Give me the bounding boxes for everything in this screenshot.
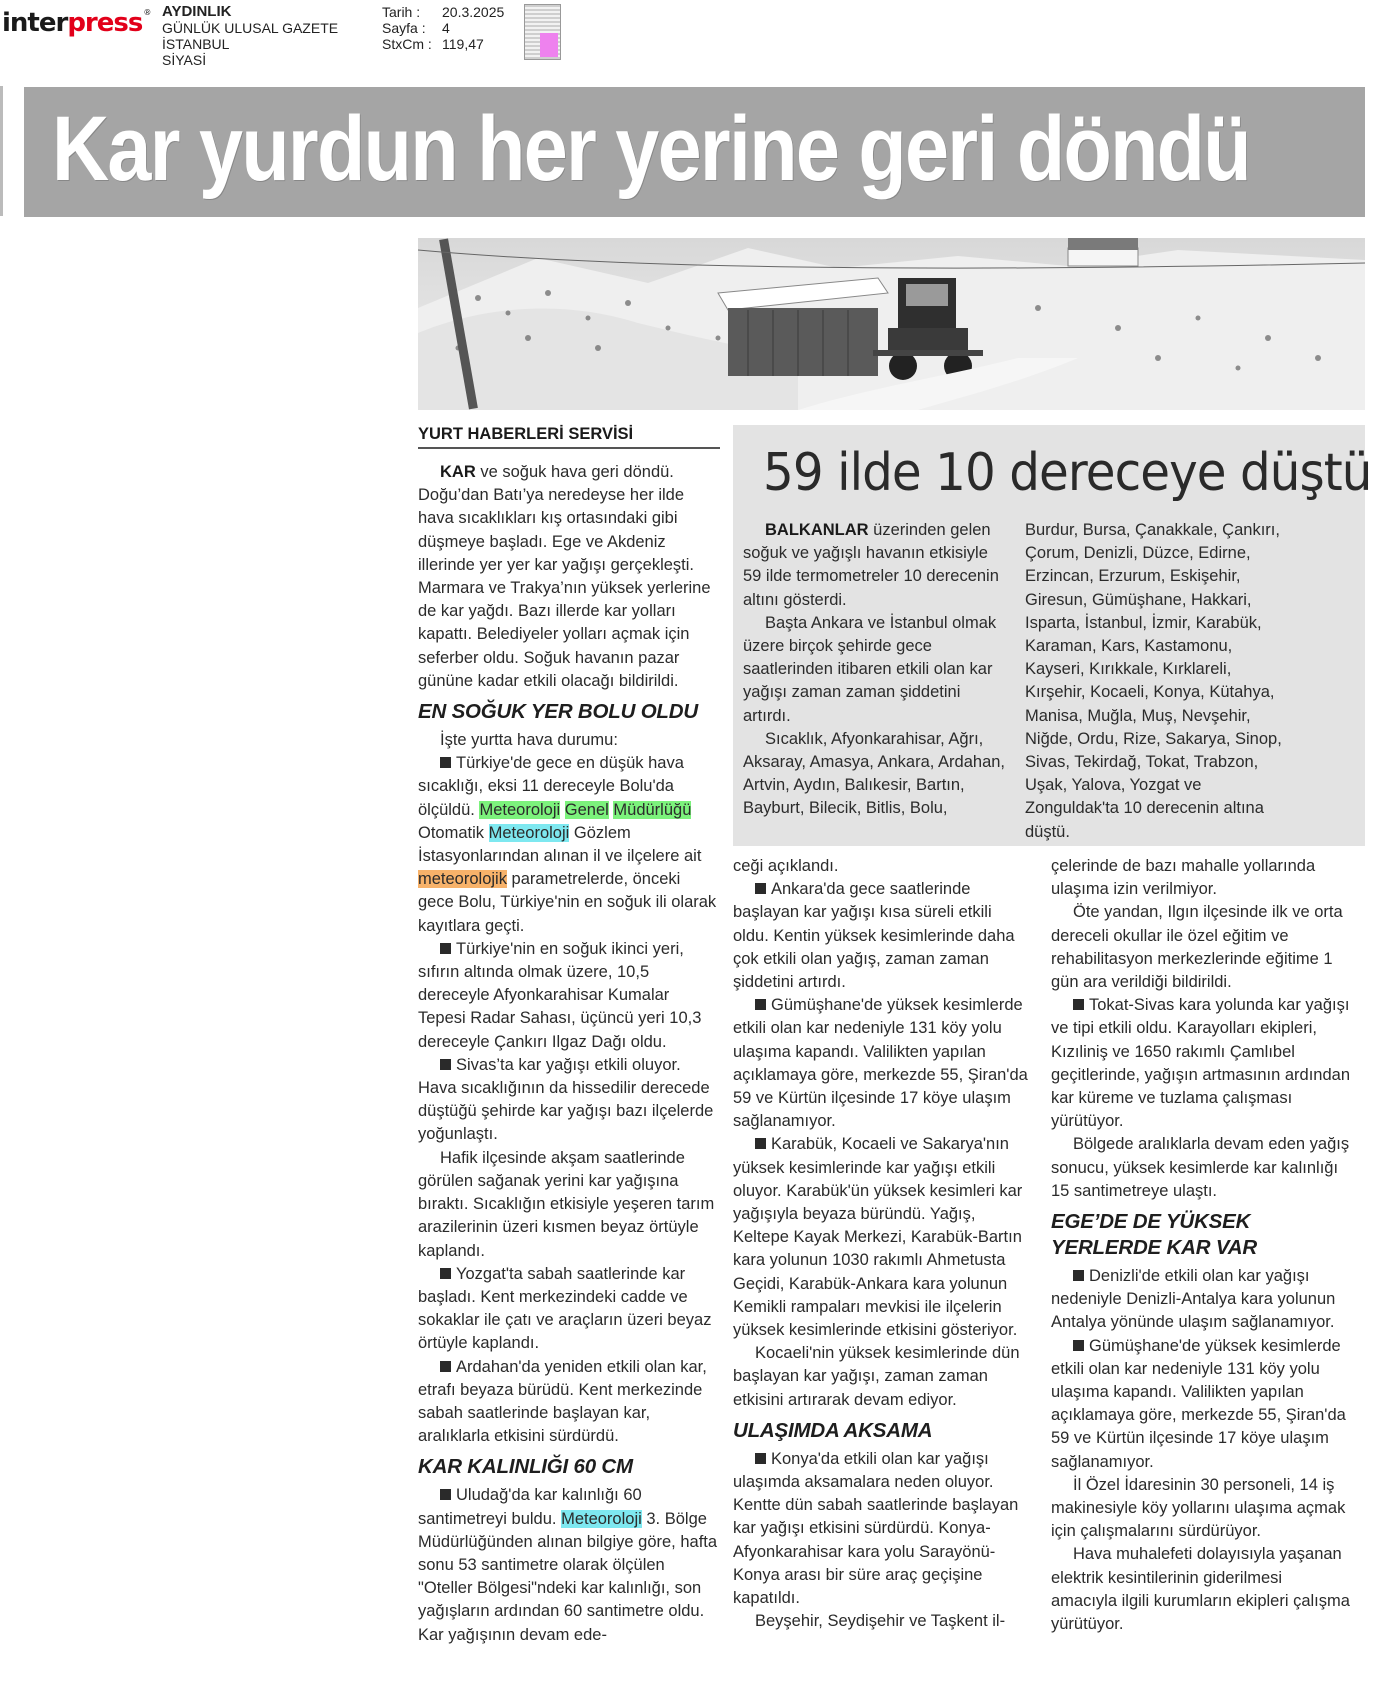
highlight-meteoroloji-3: Meteoroloji	[561, 1509, 642, 1528]
paragraph-tokat	[1051, 994, 1351, 1133]
paragraph-ankara	[733, 878, 1028, 994]
subheading-bolu: EN SOĞUK YER BOLU OLDU	[418, 700, 698, 724]
paragraph-bolu	[418, 752, 720, 938]
bullet-square-icon	[1073, 1340, 1084, 1351]
publication-name: AYDINLIK	[162, 3, 232, 20]
paragraph-uludag	[418, 1484, 720, 1646]
paragraph-provincial-admin: İl Özel İdaresinin 30 personeli, 14 iş makinesiyle köy yollarını ulaşıma açmak için çalışmalarını sürdürüyor.	[1051, 1475, 1346, 1541]
stxcm-value: 119,47	[442, 36, 484, 52]
intro-text: ve soğuk hava geri döndü. Doğu’dan Batı’ya neredeyse her ilde hava sıcaklıkları kış ortasındaki gibi düşmeye başladı. Ege ve Akdeniz illerinde yer yer kar yağışı gerçekleşti. Marmara ve Trakya’nın yüksek yerlerine de kar yağdı. Bazı illerde kar yolları kapattı. Belediyeler yolları açmak için seferber oldu. Soğuk havanın pazar gününe kadar etkili olacağı bildirildi.	[418, 463, 711, 690]
registered-mark: ®	[143, 8, 151, 17]
bullet-square-icon	[755, 1453, 766, 1464]
highlight-genel: Genel	[564, 800, 609, 819]
paragraph-sivas	[418, 1054, 720, 1147]
page-value: 4	[442, 20, 450, 36]
page-thumbnail	[524, 4, 561, 60]
text-span: Otomatik	[418, 823, 489, 842]
text-span: Gözlem İstasyonlarından alınan il ve ilçelere ait	[418, 823, 702, 866]
paragraph-hafik: Hafik ilçesinde akşam saatlerinde görülen sağanak yerini kar yağışına bıraktı. Sıcaklığın etkisiyle yeşeren tarım arazilerinin üzeri kısmen beyaz örtüyle kaplandı.	[418, 1148, 715, 1260]
bullet-square-icon	[1073, 1270, 1084, 1281]
box-paragraph-3: Sıcaklık, Afyonkarahisar, Ağrı, Aksaray, Amasya, Ankara, Ardahan, Artvin, Aydın, Balıkesir, Bartın, Bayburt, Bilecik, Bitlis, Bolu,	[743, 729, 1006, 818]
text-span: Ardahan'da yeniden etkili olan kar, etrafı beyaza bürüdü. Kent merkezinde sabah saatlerinde başlayan kar, aralıklarla etkisini sürdürdü.	[418, 1357, 707, 1446]
publication-category: SİYASİ	[162, 52, 207, 68]
clip-stats	[382, 4, 504, 52]
paragraph-gumushane	[733, 994, 1028, 1133]
highlight-meteorolojik: meteorolojik	[418, 870, 507, 889]
margin-rule	[0, 86, 3, 216]
clip-meta	[162, 4, 338, 68]
text-span: Ankara'da gece saatlerinde başlayan kar yağışı kısa süreli etkili oldu. Kentin yüksek kesimlerinde daha çok etkili olan yağış, zaman zaman şiddetini artırdı.	[733, 880, 1015, 992]
stxcm-label: StxCm :	[382, 36, 432, 52]
text-span: Karabük, Kocaeli ve Sakarya'nın yüksek kesimlerinde kar yağışı etkili oluyor. Karabük'ün yüksek kesimleri kar yağışıyla beyaza büründü. Yağış, Keltepe Kayak Merkezi, Karabük-Bartın kara yolunun 1030 rakımlı Ahmetusta Geçidi, Karabük-Ankara kara yolunun Kemikli rampaları mevkisi ile ilçelerin yüksek kesimlerinde etkisini gösteriyor.	[733, 1135, 1023, 1340]
byline: YURT HABERLERİ SERVİSİ	[418, 425, 720, 449]
bullet-square-icon	[755, 883, 766, 894]
bullet-square-icon	[440, 1268, 451, 1279]
highlight-meteoroloji-2: Meteoroloji	[488, 823, 570, 842]
text-span: Sivas’ta kar yağışı etkili oluyor. Hava sıcaklığının da hissedilir derecede düştüğü şehirde kar yağışı bazı ilçelerde yoğunlaştı.	[418, 1055, 714, 1144]
bullet-square-icon	[440, 1361, 451, 1372]
publication-city: İSTANBUL	[162, 36, 230, 52]
text-span: Gümüşhane'de yüksek kesimlerde etkili olan kar nedeniyle 131 köy yolu ulaşıma kapandı. Valilikten yapılan açıklamaya göre, merkezde 55, Şiran'da 59 ve Kürtün ilçesinde 17 köye ulaşım sağlanamıyor.	[1051, 1336, 1346, 1471]
paragraph-kocaeli: Kocaeli'nin yüksek kesimlerinde dün başlayan kar yağışı, zaman zaman etkisini artırarak devam ediyor.	[733, 1344, 1020, 1409]
publication-type: GÜNLÜK ULUSAL GAZETE	[162, 20, 339, 36]
paragraph-yozgat	[418, 1263, 720, 1356]
bullet-square-icon	[440, 1059, 451, 1070]
subheading-snow-depth: KAR KALINLIĞI 60 CM	[418, 1455, 633, 1479]
paragraph-continuation-2: çelerinde de bazı mahalle yollarında ulaşıma izin verilmiyor.	[1051, 857, 1316, 899]
text-span: Denizli'de etkili olan kar yağışı nedeniyle Denizli-Antalya kara yolunun Antalya yönünde ulaşım sağlanamıyor.	[1051, 1267, 1336, 1332]
paragraph-denizli	[1051, 1265, 1351, 1335]
paragraph-ilgin: Öte yandan, Ilgın ilçesinde ilk ve orta dereceli okullar ile özel eğitim ve rehabilitasyon merkezlerinde eğitime 1 gün ara verildiği bildirildi.	[1051, 903, 1343, 992]
weather-intro: İşte yurtta hava durumu:	[440, 731, 618, 750]
headline: Kar yurdun her yerine geri döndü	[52, 98, 1250, 200]
bullet-square-icon	[755, 999, 766, 1010]
paragraph-konya	[733, 1448, 1028, 1610]
paragraph-second-coldest	[418, 938, 720, 1054]
bullet-square-icon	[440, 757, 451, 768]
intro-paragraph	[418, 461, 720, 693]
text-span: 3. Bölge Müdürlüğünden alınan bilgiye göre, hafta sonu 53 santimetre olarak ölçülen "Oteller Bölgesi"ndeki kar kalınlığı, son yağışların ardından 60 santimetre oldu. Kar yağışının devam ede-	[418, 1509, 718, 1644]
text-span: Gümüşhane'de yüksek kesimlerde etkili olan kar nedeniyle 131 köy yolu ulaşıma kapandı. Valilikten yapılan açıklamaya göre, merkezde 55, Şiran'da 59 ve Kürtün ilçesinde 17 köye ulaşım sağlanamıyor.	[733, 996, 1028, 1131]
highlight-mudurlugu: Müdürlüğü	[613, 800, 692, 819]
thumbnail-highlight	[540, 33, 558, 57]
text-span: Türkiye'de gece en düşük hava sıcaklığı, eksi 11 dereceyle Bolu'da ölçüldü.	[418, 754, 684, 819]
text-span: Uludağ'da kar kalınlığı 60 santimetreyi buldu.	[418, 1486, 642, 1528]
box-column-2	[1025, 519, 1295, 844]
subheading-aegean: EGE’DE DE YÜKSEK YERLERDE KAR VAR	[1051, 1210, 1257, 1260]
box-paragraph-4: Burdur, Bursa, Çanakkale, Çankırı, Çorum, Denizli, Düzce, Edirne, Erzincan, Erzurum, Eskişehir, Giresun, Gümüşhane, Hakkari, Isparta, İstanbul, İzmir, Karabük, Karaman, Kars, Kastamonu, Kayseri, Kırıkkale, Kırklareli, Kırşehir, Kocaeli, Konya, Kütahya, Manisa, Muğla, Muş, Nevşehir, Niğde, Ordu, Rize, Sakarya, Sinop, Sivas, Tekirdağ, Tokat, Trabzon, Uşak, Yalova, Yozgat ve Zonguldak'ta 10 derecenin altına düştü.	[1025, 521, 1282, 841]
text-span: Türkiye'nin en soğuk ikinci yeri, sıfırın altında olmak üzere, 10,5 dereceyle Afyonkarahisar Kumalar Tepesi Radar Sahası, üçüncü yeri 10,3 dereceyle Çankırı Ilgaz Dağı oldu.	[418, 939, 702, 1051]
paragraph-continuation: ceği açıklandı.	[733, 857, 839, 875]
box-paragraph-2: Başta Ankara ve İstanbul olmak üzere birçok şehirde gece saatlerinden itibaren etkili olan kar yağışı zaman zaman şiddetini artırdı.	[743, 613, 997, 725]
column-2	[733, 855, 1028, 1634]
bullet-square-icon	[440, 1489, 451, 1500]
paragraph-ardahan	[418, 1356, 720, 1449]
page-label: Sayfa :	[382, 20, 426, 36]
headline-banner	[24, 87, 1365, 217]
snow-photo	[418, 238, 1365, 410]
date-label: Tarih :	[382, 4, 421, 20]
interpress-logo	[2, 8, 150, 38]
logo-accent-text: press	[67, 8, 143, 38]
text-span: üzerinden gelen soğuk ve yağışlı havanın etkisiyle 59 ilde termometreler 10 derecenin altını gösterdi.	[743, 521, 999, 609]
box-column-1	[743, 519, 1005, 821]
date-value: 20.3.2025	[442, 4, 505, 20]
bullet-square-icon	[755, 1138, 766, 1149]
subheading-transport: ULAŞIMDA AKSAMA	[733, 1418, 933, 1442]
bullet-square-icon	[1073, 999, 1084, 1010]
highlight-meteoroloji: Meteoroloji	[479, 800, 561, 819]
text-span: parametrelerde, önceki gece Bolu, Türkiye'nin en soğuk ili olarak kayıtlara geçti.	[418, 870, 717, 935]
box-paragraph-1	[743, 519, 1005, 612]
paragraph-region: Bölgede aralıklarla devam eden yağış sonucu, yüksek kesimlerde kar kalınlığı 15 santimetreye ulaştı.	[1051, 1135, 1350, 1200]
highlight-box	[733, 425, 1372, 846]
box-title: 59 ilde 10 dereceye düştü	[763, 443, 1372, 503]
text-span: Yozgat'ta sabah saatlerinde kar başladı. Kent merkezindeki cadde ve sokaklar ile çatı ve araçların üzeri beyaz örtüyle kaplandı.	[418, 1264, 712, 1353]
paragraph-power-outage: Hava muhalefeti dolayısıyla yaşanan elektrik kesintilerinin giderilmesi amacıyla ilgili kurumların ekipleri çalışma yürütüyor.	[1051, 1545, 1350, 1634]
paragraph-gumushane-2	[1051, 1335, 1351, 1474]
snow-scene-illustration	[418, 238, 1365, 410]
text-span: Konya'da etkili olan kar yağışı ulaşımda aksamalara neden oluyor. Kentte dün sabah saatlerinde başlayan kar yağışı etkisini sürdürdü. Konya-Afyonkarahisar kara yolu Sarayönü-Konya arası bir süre araç geçişine kapatıldı.	[733, 1449, 1019, 1608]
column-3	[1051, 855, 1351, 1636]
paragraph-beysehir: Beyşehir, Seydişehir ve Taşkent il-	[755, 1612, 1006, 1631]
text-span: Tokat-Sivas kara yolunda kar yağışı ve tipi etkili oldu. Karayolları ekipleri, Kızıliniş ve 1650 rakımlı Çamlıbel geçitlerinde, yağışın artmasının ardından kar küreme ve tuzlama çalışması yürütüyor.	[1051, 996, 1351, 1131]
logo-text: inter	[2, 8, 68, 38]
bullet-square-icon	[440, 943, 451, 954]
column-1	[418, 461, 720, 1647]
box-lead: BALKANLAR	[765, 521, 869, 539]
intro-lead: KAR	[440, 463, 476, 481]
paragraph-karabuk	[733, 1133, 1028, 1342]
